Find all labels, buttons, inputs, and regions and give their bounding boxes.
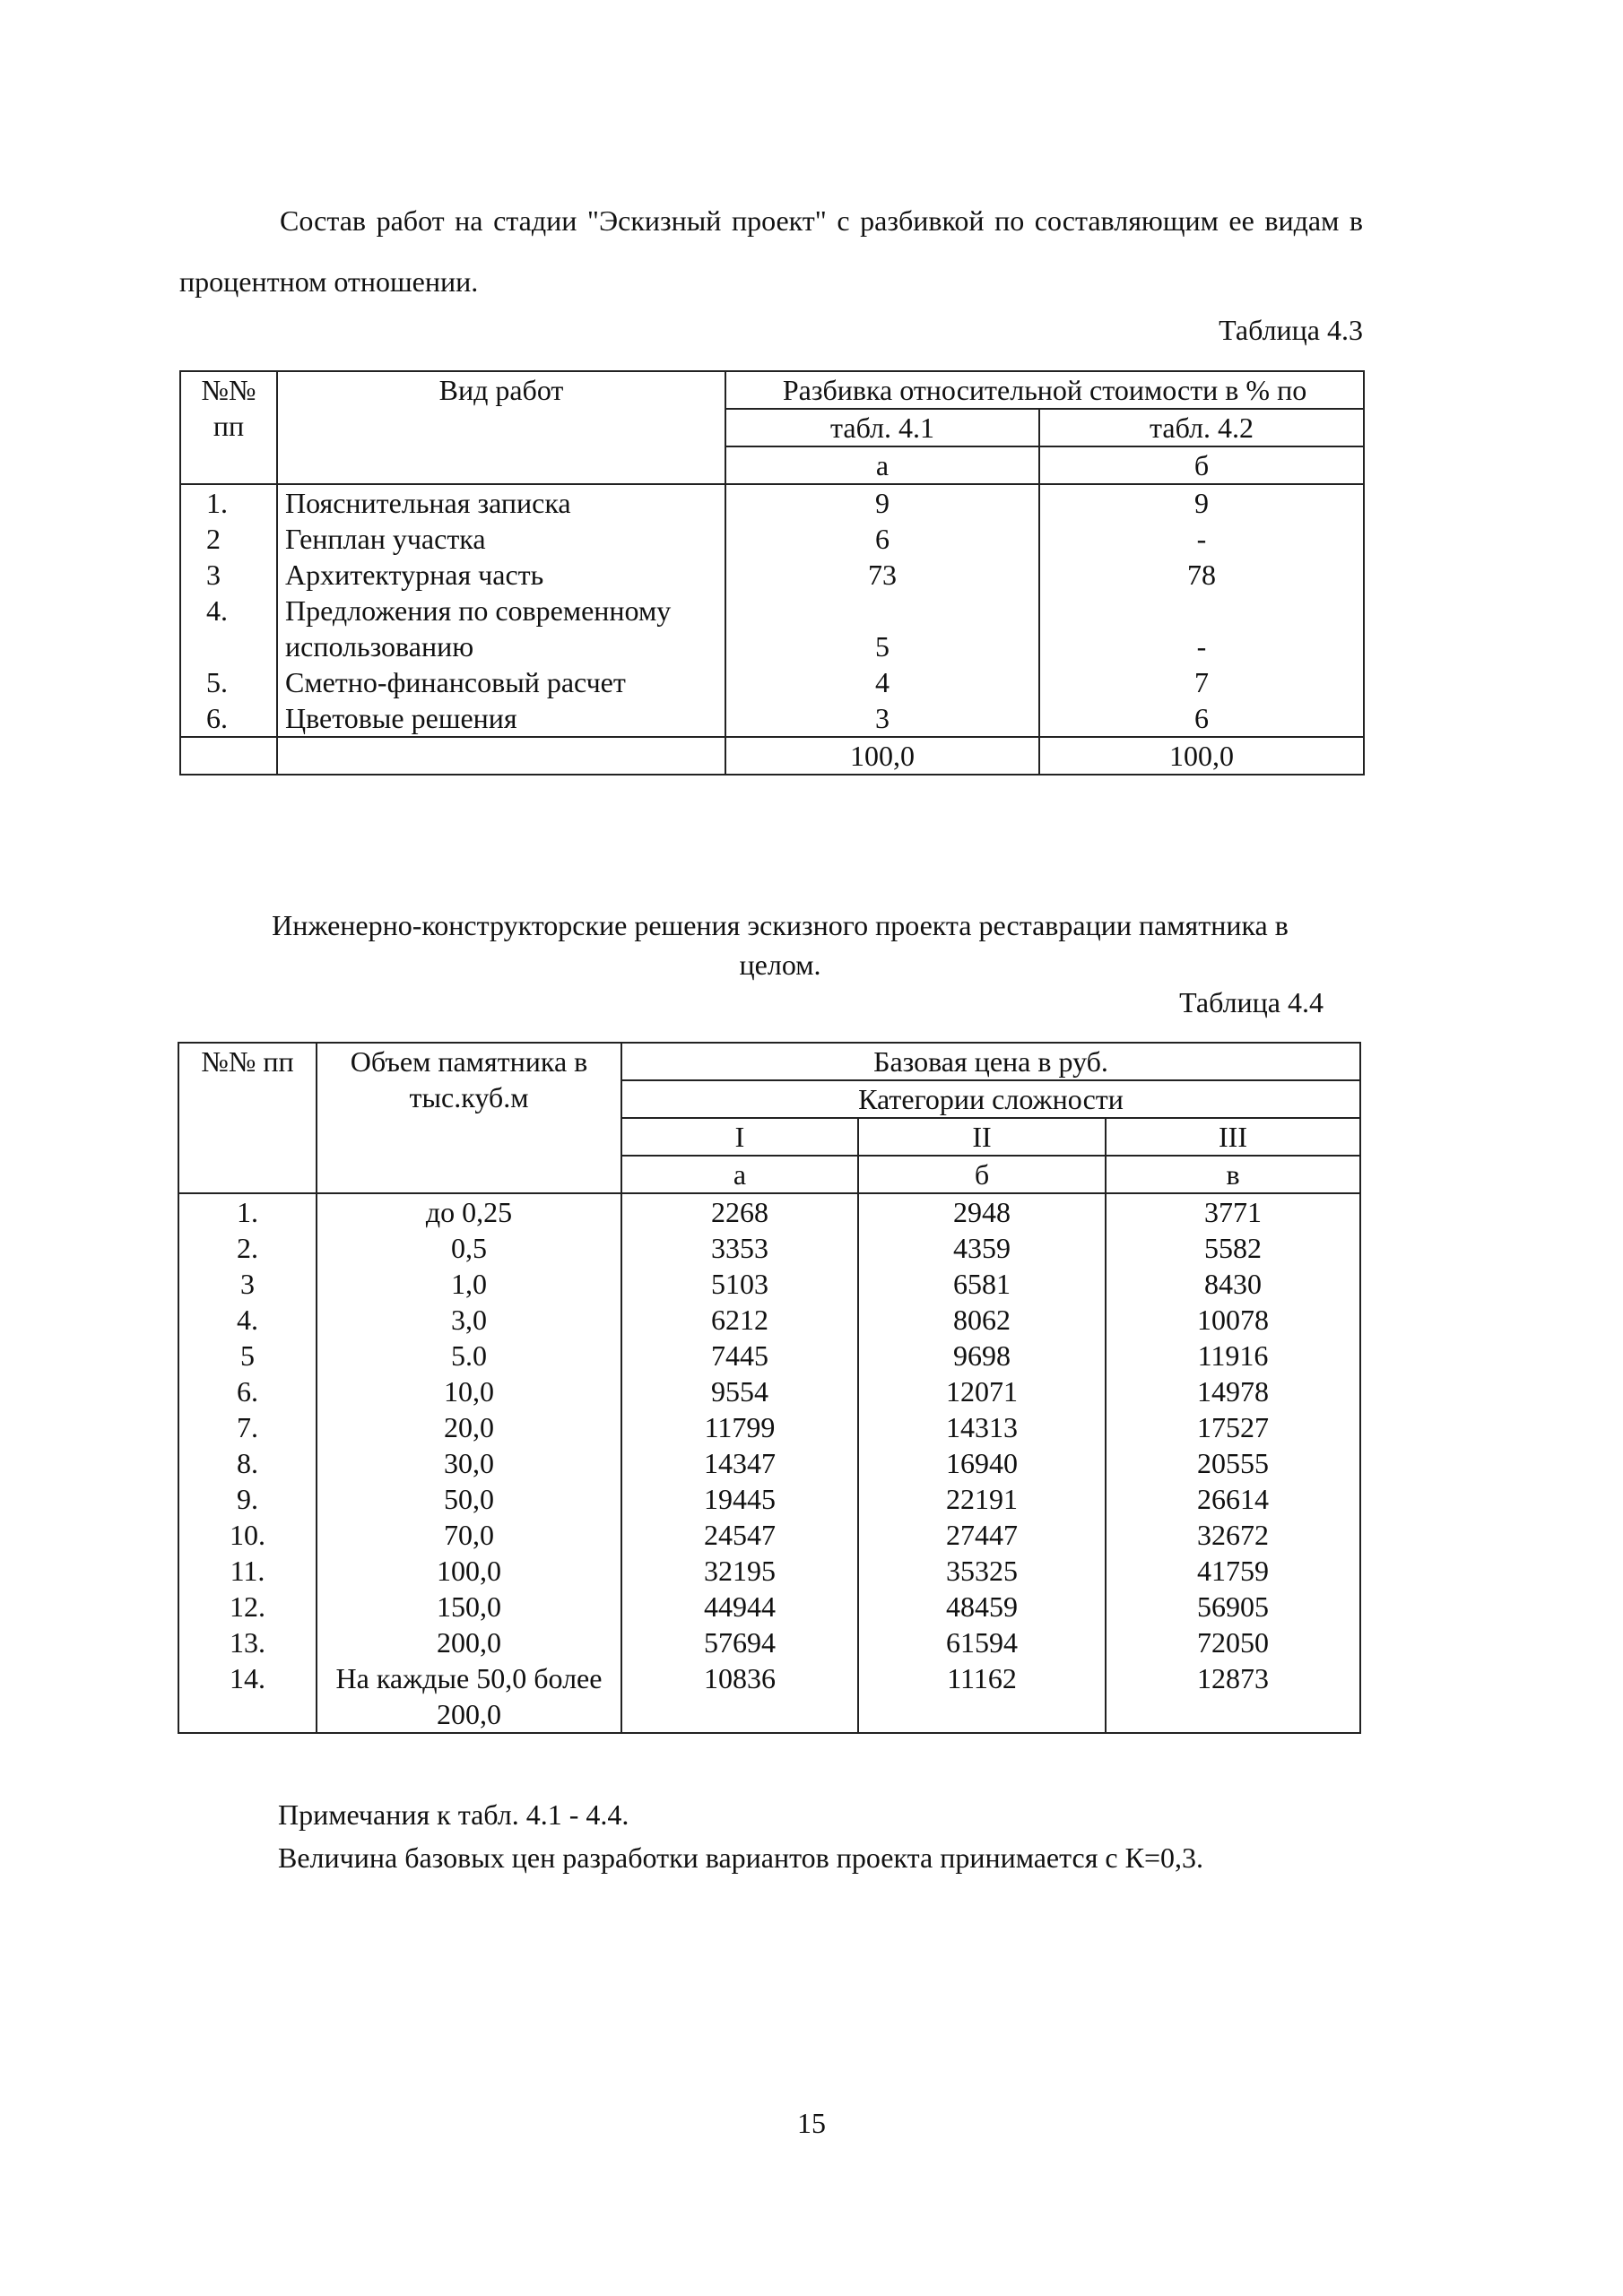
- t43-header-col-a-letter: а: [725, 446, 1039, 484]
- t44-row-volume: до 0,25: [317, 1193, 621, 1230]
- notes-text: Величина базовых цен разработки вариантов проекта принимается с К=0,3.: [278, 1841, 1204, 1874]
- table-4-4-caption: Таблица 4.4: [1179, 986, 1324, 1018]
- t43-row-b: 78: [1039, 557, 1364, 593]
- t43-header-col-b-ref: табл. 4.2: [1039, 409, 1364, 446]
- t44-row-cat2: 6581: [858, 1266, 1106, 1302]
- t44-header-cat1: I: [621, 1118, 858, 1156]
- t44-header-letter-b: б: [858, 1156, 1106, 1193]
- t44-row-cat2: 22191: [858, 1481, 1106, 1517]
- t44-row-volume: 30,0: [317, 1445, 621, 1481]
- table-total-row: [180, 737, 1364, 775]
- table-4-3-caption: Таблица 4.3: [1219, 314, 1363, 346]
- t44-row-cat2: 48459: [858, 1589, 1106, 1625]
- t44-row-num: 5: [178, 1338, 317, 1373]
- t44-row-cat3: 41759: [1106, 1553, 1360, 1589]
- t44-row-cat2: 35325: [858, 1553, 1106, 1589]
- t43-total-a: 100,0: [725, 737, 1039, 775]
- t44-row-num: 12.: [178, 1589, 317, 1625]
- t43-row-name: Архитектурная часть: [277, 557, 725, 593]
- table-row: [178, 1302, 1360, 1338]
- table-row: [178, 1230, 1360, 1266]
- t44-row-cat1: 44944: [621, 1589, 858, 1625]
- t44-row-volume: 200,0: [317, 1625, 621, 1660]
- table-row: [178, 1409, 1360, 1445]
- t44-header-cat3: III: [1106, 1118, 1360, 1156]
- t43-header-col-b-letter: б: [1039, 446, 1364, 484]
- t43-total-num: [180, 737, 277, 775]
- t44-row-volume: 0,5: [317, 1230, 621, 1266]
- t43-row-a: 73: [725, 557, 1039, 593]
- t44-row-num: 4.: [178, 1302, 317, 1338]
- t44-row-num: 7.: [178, 1409, 317, 1445]
- t44-row-volume: 20,0: [317, 1409, 621, 1445]
- t44-row-num: 6.: [178, 1373, 317, 1409]
- t44-row-cat1: 11799: [621, 1409, 858, 1445]
- table-row: [178, 1589, 1360, 1625]
- table-row: [178, 1338, 1360, 1373]
- t43-row-num: 6.: [180, 700, 277, 737]
- t44-row-cat2: 8062: [858, 1302, 1106, 1338]
- table-row: [178, 1625, 1360, 1660]
- table-row: [180, 664, 1364, 700]
- table-row: [180, 593, 1364, 664]
- t44-row-cat3: 56905: [1106, 1589, 1360, 1625]
- t44-header-base-price: Базовая цена в руб.: [621, 1043, 1360, 1080]
- t44-row-cat1: 9554: [621, 1373, 858, 1409]
- t44-header-cat2: II: [858, 1118, 1106, 1156]
- t43-row-b: -: [1039, 593, 1364, 664]
- t44-row-cat3: 8430: [1106, 1266, 1360, 1302]
- table-row: [178, 1266, 1360, 1302]
- t44-row-cat3: 12873: [1106, 1660, 1360, 1733]
- t44-row-cat1: 10836: [621, 1660, 858, 1733]
- t44-row-cat3: 10078: [1106, 1302, 1360, 1338]
- t43-header-type: Вид работ: [277, 371, 725, 484]
- table-row: [178, 1193, 1360, 1230]
- table-row: [178, 1553, 1360, 1589]
- t44-row-cat2: 2948: [858, 1193, 1106, 1230]
- t44-row-cat2: 4359: [858, 1230, 1106, 1266]
- t44-row-cat3: 32672: [1106, 1517, 1360, 1553]
- t43-row-a: 5: [725, 593, 1039, 664]
- t44-row-cat3: 26614: [1106, 1481, 1360, 1517]
- t44-row-volume: 10,0: [317, 1373, 621, 1409]
- t43-row-a: 6: [725, 521, 1039, 557]
- t43-row-name: Сметно-финансовый расчет: [277, 664, 725, 700]
- t44-row-cat2: 16940: [858, 1445, 1106, 1481]
- t44-row-num: 9.: [178, 1481, 317, 1517]
- t44-row-cat2: 11162: [858, 1660, 1106, 1733]
- t44-row-volume: 5.0: [317, 1338, 621, 1373]
- intro-paragraph: Состав работ на стадии "Эскизный проект" с разбивкой по составляющим ее видам в процентном отношении.: [179, 204, 1363, 298]
- t44-row-cat1: 7445: [621, 1338, 858, 1373]
- t43-row-name: Пояснительная записка: [277, 484, 725, 521]
- t44-row-cat3: 17527: [1106, 1409, 1360, 1445]
- t44-row-cat3: 72050: [1106, 1625, 1360, 1660]
- t44-header-letter-v: в: [1106, 1156, 1360, 1193]
- t44-row-cat1: 57694: [621, 1625, 858, 1660]
- table-row: [178, 1481, 1360, 1517]
- t44-row-cat1: 5103: [621, 1266, 858, 1302]
- table-4-4: [178, 1042, 1361, 1734]
- t43-row-num: 1.: [180, 484, 277, 521]
- t44-row-volume: 1,0: [317, 1266, 621, 1302]
- t44-row-cat3: 3771: [1106, 1193, 1360, 1230]
- t44-row-cat1: 2268: [621, 1193, 858, 1230]
- t44-row-cat1: 3353: [621, 1230, 858, 1266]
- t43-row-b: -: [1039, 521, 1364, 557]
- t44-row-num: 13.: [178, 1625, 317, 1660]
- t44-row-volume: 3,0: [317, 1302, 621, 1338]
- t44-row-num: 11.: [178, 1553, 317, 1589]
- page-number: 15: [797, 2107, 826, 2139]
- t44-row-num: 10.: [178, 1517, 317, 1553]
- t43-row-a: 3: [725, 700, 1039, 737]
- t44-row-volume: На каждые 50,0 более 200,0: [317, 1660, 621, 1733]
- t44-row-num: 3: [178, 1266, 317, 1302]
- table-row: [180, 484, 1364, 521]
- t44-row-cat3: 11916: [1106, 1338, 1360, 1373]
- t44-row-volume: 150,0: [317, 1589, 621, 1625]
- t43-row-num: 4.: [180, 593, 277, 664]
- t44-row-volume: 70,0: [317, 1517, 621, 1553]
- t44-row-num: 2.: [178, 1230, 317, 1266]
- t44-row-cat2: 12071: [858, 1373, 1106, 1409]
- table-4-4-heading: Инженерно-конструкторские решения эскизного проекта реставрации памятника в целом.: [272, 909, 1289, 981]
- t44-row-volume: 100,0: [317, 1553, 621, 1589]
- t43-row-a: 4: [725, 664, 1039, 700]
- t44-row-cat3: 20555: [1106, 1445, 1360, 1481]
- table-row: [180, 557, 1364, 593]
- t44-row-cat1: 19445: [621, 1481, 858, 1517]
- t44-row-cat1: 14347: [621, 1445, 858, 1481]
- t44-row-volume: 50,0: [317, 1481, 621, 1517]
- table-row: [178, 1660, 1360, 1733]
- t43-row-b: 6: [1039, 700, 1364, 737]
- t44-header-letter-a: а: [621, 1156, 858, 1193]
- t44-row-cat2: 9698: [858, 1338, 1106, 1373]
- t44-row-num: 14.: [178, 1660, 317, 1733]
- t44-row-cat1: 6212: [621, 1302, 858, 1338]
- table-row: [178, 1517, 1360, 1553]
- t43-total-label: [277, 737, 725, 775]
- t44-row-cat3: 14978: [1106, 1373, 1360, 1409]
- t44-row-cat1: 32195: [621, 1553, 858, 1589]
- t44-header-categories: Категории сложности: [621, 1080, 1360, 1118]
- t44-header-num: №№ пп: [178, 1043, 317, 1193]
- t43-row-a: 9: [725, 484, 1039, 521]
- t43-row-name: Генплан участка: [277, 521, 725, 557]
- t43-header-num: №№ пп: [180, 371, 277, 484]
- table-row: [178, 1373, 1360, 1409]
- t44-header-volume: Объем памятника в тыс.куб.м: [317, 1043, 621, 1193]
- table-row: [180, 521, 1364, 557]
- t43-row-b: 9: [1039, 484, 1364, 521]
- table-row: [178, 1445, 1360, 1481]
- table-4-3: [179, 370, 1365, 775]
- t43-header-breakdown: Разбивка относительной стоимости в % по: [725, 371, 1364, 409]
- notes-title: Примечания к табл. 4.1 - 4.4.: [278, 1798, 629, 1831]
- t44-row-cat3: 5582: [1106, 1230, 1360, 1266]
- t44-row-num: 1.: [178, 1193, 317, 1230]
- t44-row-cat2: 14313: [858, 1409, 1106, 1445]
- t43-row-name: Цветовые решения: [277, 700, 725, 737]
- t43-row-b: 7: [1039, 664, 1364, 700]
- t43-row-num: 5.: [180, 664, 277, 700]
- table-row: [180, 700, 1364, 737]
- t43-row-num: 2: [180, 521, 277, 557]
- t44-row-cat2: 27447: [858, 1517, 1106, 1553]
- t43-row-num: 3: [180, 557, 277, 593]
- t43-row-name: Предложения по современному использованию: [277, 593, 725, 664]
- t43-total-b: 100,0: [1039, 737, 1364, 775]
- t44-row-cat2: 61594: [858, 1625, 1106, 1660]
- notes-block: [278, 1793, 1203, 1879]
- t44-row-num: 8.: [178, 1445, 317, 1481]
- t43-header-col-a-ref: табл. 4.1: [725, 409, 1039, 446]
- t44-row-cat1: 24547: [621, 1517, 858, 1553]
